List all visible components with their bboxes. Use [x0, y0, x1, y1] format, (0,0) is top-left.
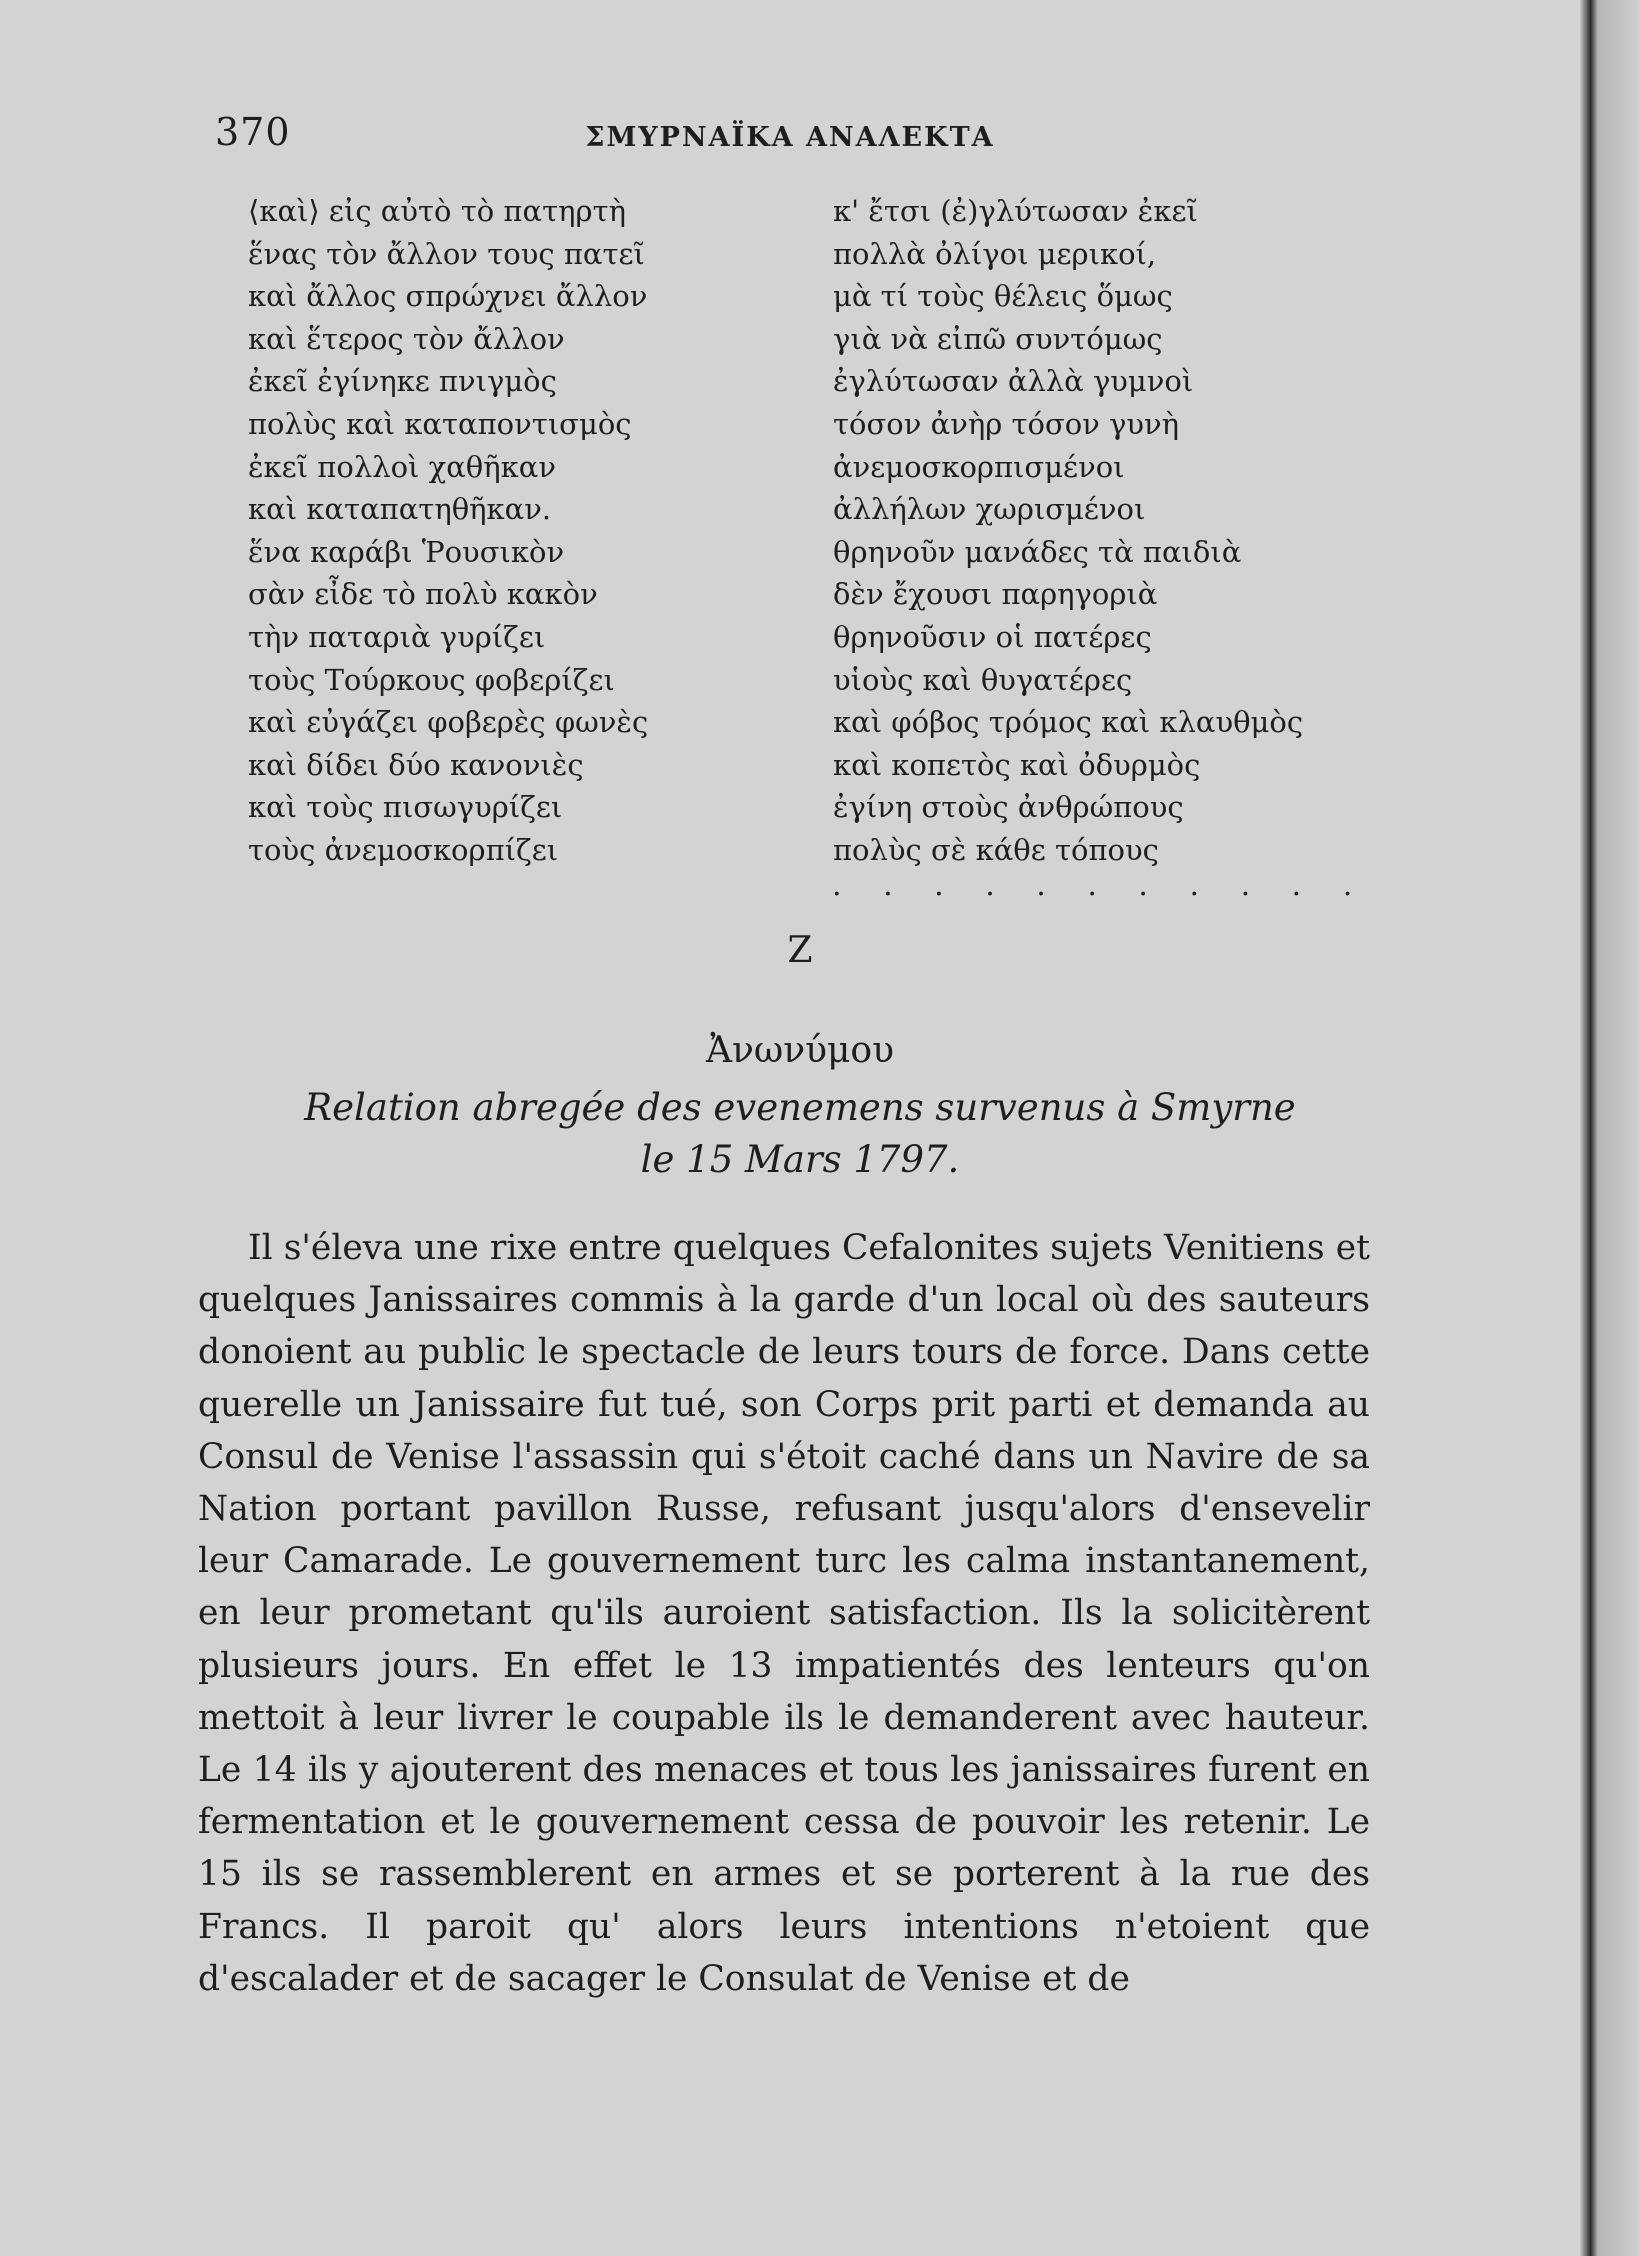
poem-line: ἐγλύτωσαν ἀλλὰ γυμνοὶ: [833, 364, 1194, 399]
poem-line: καὶ κοπετὸς καὶ ὀδυρμὸς: [833, 747, 1201, 782]
poem-line: πολλὰ ὀλίγοι μερικοί,: [833, 236, 1157, 271]
poem-line: τοὺς Τούρκους φοβερίζει: [248, 662, 615, 697]
body-paragraph: Il s'éleva une rixe entre quelques Cefalonites sujets Venitiens et quelques Janissaires commis à la garde d'un local où des sauteurs donoient au public le spectacle de leurs tours de force. Dans cette querelle un Janissaire fut tué, son Corps prit parti et demanda au Consul de Venise l'assassin qui s'étoit caché dans un Navire de sa Nation portant pavillon Russe, refusant jusqu'alors d'ensevelir leur Camarade. Le gouvernement turc les calma instantanement, en leur prometant qu'ils auroient satisfaction. Ils la solicitèrent plusieurs jours. En effet le 13 impatientés des lenteurs qu'on mettoit à leur livrer le coupable ils le demanderent avec hauteur. Le 14 ils y ajouterent des menaces et tous les janissaires furent en fermentation et le gouvernement cessa de pouvoir les retenir. Le 15 ils se rassemblerent en armes et se porterent à la rue des Francs. Il paroit qu' alors leurs intentions n'etoient que d'escalader et de sacager le Consulat de Venise et de: [198, 1228, 1370, 1999]
running-head: ΣΜΥΡΝΑΪΚΑ ΑΝΑΛΕΚΤΑ: [585, 122, 995, 153]
poem-line: δὲν ἔχουσι παρηγοριὰ: [833, 577, 1158, 612]
poem-line: σὰν εἶδε τὸ πολὺ κακὸν: [248, 577, 598, 612]
page-number: 370: [215, 110, 291, 154]
poem-line: ἀνεμοσκορπισμένοι: [833, 449, 1125, 484]
section-title: [200, 1082, 1400, 1186]
poem-line: πολὺς σὲ κάθε τόπους: [833, 832, 1159, 867]
poem-line: τοὺς ἀνεμοσκορπίζει: [248, 832, 559, 867]
section-letter: Z: [787, 930, 813, 971]
poem-line: καὶ δίδει δύο κανονιὲς: [248, 747, 584, 782]
poem-line: ἐκεῖ πολλοὶ χαθῆκαν: [248, 449, 556, 484]
poem-line: θρηνοῦσιν οἱ πατέρες: [833, 619, 1152, 654]
poem-right-column: [833, 190, 1303, 872]
poem-line: υἱοὺς καὶ θυγατέρες: [833, 662, 1133, 697]
poem-line: ἕνα καράβι Ῥουσικὸν: [248, 534, 565, 569]
body-text: [198, 1222, 1370, 2005]
poem-line: ⟨καὶ⟩ εἰς αὐτὸ τὸ πατηρτὴ: [248, 194, 626, 228]
poem-line: τὴν παταριὰ γυρίζει: [248, 619, 546, 654]
poem-line: γιὰ νὰ εἰπῶ συντόμως: [833, 321, 1163, 356]
poem-left-column: [248, 190, 648, 872]
poem-line: καὶ ἕτερος τὸν ἄλλον: [248, 321, 565, 356]
poem-line: καὶ ἄλλος σπρώχνει ἄλλον: [248, 279, 648, 314]
section-author: Ἀνωνύμου: [706, 1030, 894, 1071]
poem-line: καὶ τοὺς πισωγυρίζει: [248, 790, 563, 825]
section-title-line: Relation abregée des evenemens survenus à Smyrne: [304, 1086, 1296, 1129]
poem-ellipsis: . . . . . . . . . . .: [832, 868, 1369, 903]
binding-edge: [1580, 0, 1639, 2256]
poem-line: κ' ἔτσι (ἐ)γλύτωσαν ἐκεῖ: [833, 194, 1198, 228]
poem-line: ἕνας τὸν ἄλλον τους πατεῖ: [248, 236, 645, 271]
poem-line: τόσον ἀνὴρ τόσον γυνὴ: [833, 406, 1180, 441]
poem-line: καὶ εὐγάζει φοβερὲς φωνὲς: [248, 705, 649, 740]
poem-line: πολὺς καὶ καταποντισμὸς: [248, 406, 632, 441]
poem-line: ἐγίνη στοὺς ἀνθρώπους: [833, 790, 1184, 825]
poem-line: ἀλλήλων χωρισμένοι: [833, 492, 1146, 527]
section-title-line: le 15 Mars 1797.: [640, 1138, 960, 1181]
poem-line: καὶ καταπατηθῆκαν.: [248, 492, 552, 527]
poem-line: ἐκεῖ ἐγίνηκε πνιγμὸς: [248, 364, 557, 399]
poem-line: μὰ τί τοὺς θέλεις ὅμως: [833, 279, 1173, 314]
poem-line: καὶ φόβος τρόμος καὶ κλαυθμὸς: [833, 705, 1304, 740]
poem-line: θρηνοῦν μανάδες τὰ παιδιὰ: [833, 534, 1242, 569]
